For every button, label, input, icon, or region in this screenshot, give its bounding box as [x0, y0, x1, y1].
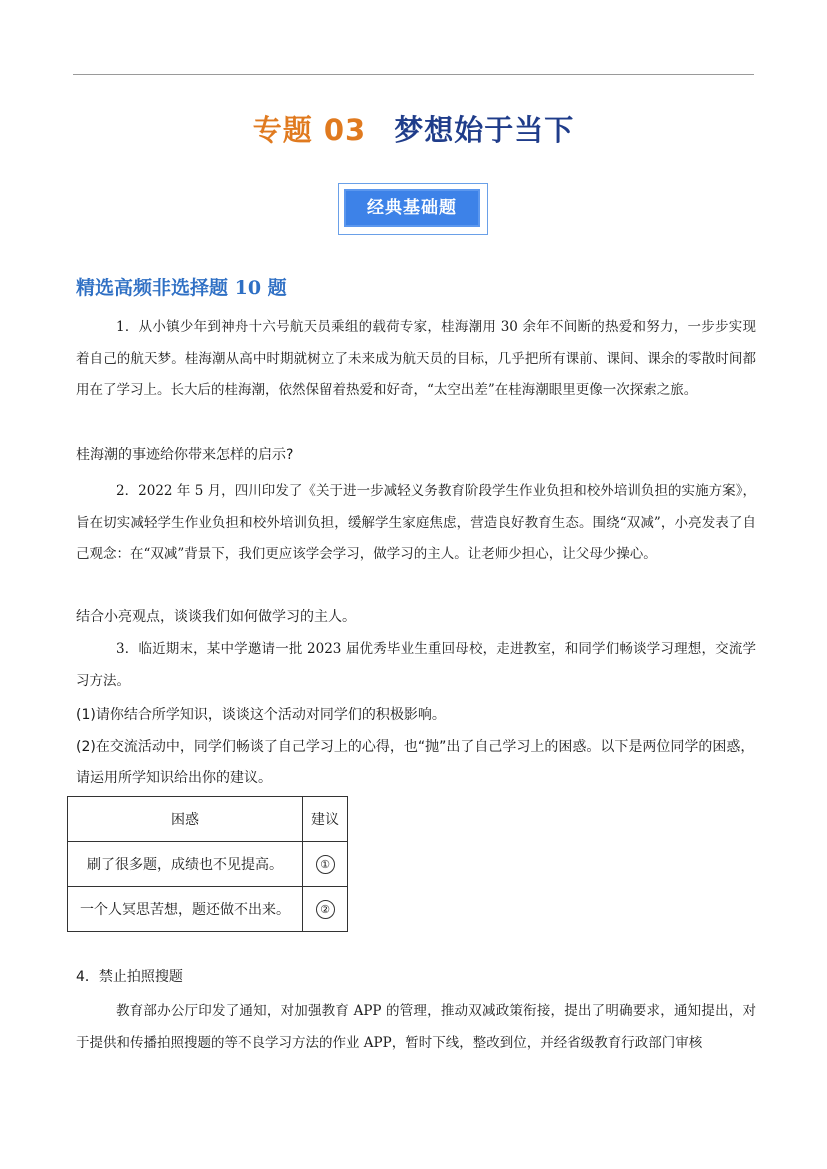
advice-marker: ② [316, 900, 335, 919]
top-rule [73, 74, 754, 75]
confusion-table [67, 796, 348, 932]
question-2-text: 2．2022 年 5 月，四川印发了《关于进一步减轻义务教育阶段学生作业负担和校外培训负担的实施方案》，旨在切实减轻学生作业负担和校外培训负担，缓解学生家庭焦虑，营造良好教育生态。围绕“双减”，小亮发表了自己观念：在“双减”背景下，我们更应该学会学习，做学习的主人。让老师少担心，让父母少操心。 [76, 483, 756, 562]
row-confusion: 刷了很多题，成绩也不见提高。 [68, 842, 303, 887]
page-title [0, 108, 827, 149]
question-3-sub-1: (1)请你结合所学知识，谈谈这个活动对同学们的积极影响。 [76, 707, 446, 723]
section-title: 精选高频非选择题 10 题 [76, 277, 287, 299]
question-4-title: 4．禁止拍照搜题 [76, 969, 183, 985]
advice-marker: ① [316, 855, 335, 874]
question-1-prompt: 桂海潮的事迹给你带来怎样的启示? [76, 447, 294, 463]
row-advice [303, 887, 348, 932]
header-confusion: 困惑 [68, 797, 303, 842]
table-row [68, 887, 348, 932]
question-4-text: 教育部办公厅印发了通知，对加强教育 APP 的管理，推动双减政策衔接，提出了明确要求，通知提出，对于提供和传播拍照搜题的等不良学习方法的作业 APP，暂时下线，整改到位，并经省级教育行政部门审核 [76, 1003, 756, 1051]
question-3-text: 3．临近期末，某中学邀请一批 2023 届优秀毕业生重回母校，走进教室，和同学们畅谈学习理想，交流学习方法。 [76, 641, 756, 689]
badge-label: 经典基础题 [344, 189, 480, 227]
question-1-text: 1．从小镇少年到神舟十六号航天员乘组的载荷专家，桂海潮用 30 余年不间断的热爱和努力，一步步实现着自己的航天梦。桂海潮从高中时期就树立了未来成为航天员的目标，几乎把所有课前、课间、课余的零散时间都用在了学习上。长大后的桂海潮，依然保留着热爱和好奇，“太空出差”在桂海潮眼里更像一次探索之旅。 [76, 319, 756, 398]
table-header-row [68, 797, 348, 842]
question-3-sub-2: (2)在交流活动中，同学们畅谈了自己学习上的心得，也“抛”出了自己学习上的困惑。以下是两位同学的困惑，请运用所学知识给出你的建议。 [76, 739, 755, 786]
header-advice: 建议 [303, 797, 348, 842]
row-confusion: 一个人冥思苦想，题还做不出来。 [68, 887, 303, 932]
question-2-prompt: 结合小亮观点，谈谈我们如何做学习的主人。 [76, 609, 356, 625]
title-main: 梦想始于当下 [394, 113, 575, 147]
table-row [68, 842, 348, 887]
row-advice [303, 842, 348, 887]
category-badge [338, 183, 488, 235]
title-prefix: 专题 03 [252, 113, 367, 147]
